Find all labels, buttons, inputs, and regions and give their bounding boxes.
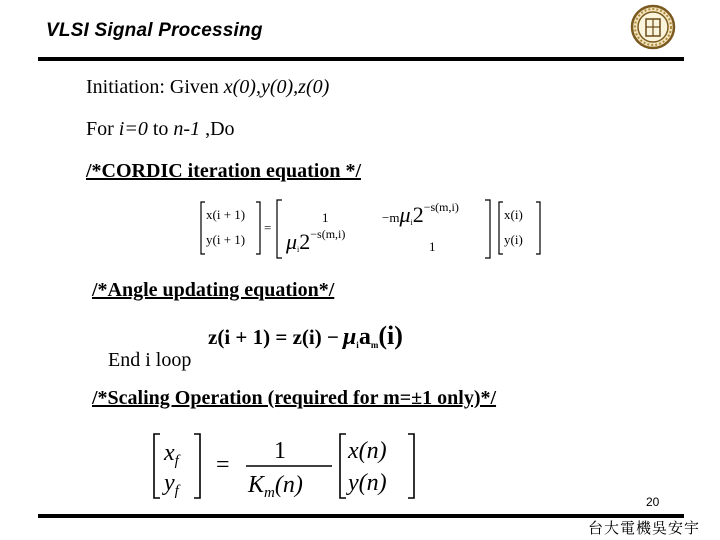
cordic-lhs-top: x(i + 1): [206, 207, 246, 222]
m21-mu: μ: [286, 229, 298, 254]
scale-denominator: [247, 472, 303, 501]
angle-equation: [206, 316, 506, 354]
angle-comment: /*Angle updating equation*/: [92, 279, 335, 301]
initiation-vars: x(0),y(0),z(0): [223, 76, 330, 98]
loop-end: n-1: [173, 118, 201, 140]
m12-exp: −s(m,i): [423, 200, 459, 214]
initiation-line: [86, 76, 329, 99]
m12-base: 2: [412, 202, 424, 227]
university-seal-icon: [630, 4, 676, 50]
slide-title: VLSI Signal Processing: [46, 20, 263, 41]
m12-i: i: [410, 218, 413, 227]
footer-credit: 台大電機吳安宇: [588, 519, 701, 537]
den-arg: (n): [274, 472, 303, 498]
angle-m: m: [370, 340, 379, 350]
angle-i: i: [356, 340, 359, 350]
angle-mu: μ: [342, 324, 357, 350]
angle-lhs: z(i + 1) = z(i) −: [208, 325, 339, 349]
header-divider: [38, 57, 684, 61]
lhs-bot-y: y: [164, 470, 175, 496]
initiation-label: Initiation: Given: [86, 76, 224, 98]
cordic-lhs-bot: y(i + 1): [206, 232, 246, 247]
matrix-m22: 1: [429, 239, 436, 254]
for-loop-line: [86, 118, 235, 141]
m21-base: 2: [299, 229, 311, 254]
m12-prefix: −m: [382, 210, 400, 225]
lhs-top-sub: f: [174, 453, 179, 469]
cordic-equals: =: [264, 220, 272, 235]
scaling-equation: [150, 430, 420, 502]
scaling-comment: /*Scaling Operation (required for m=±1 only)*/: [92, 387, 497, 409]
m12-mu: μ: [399, 202, 411, 227]
do-keyword: ,Do: [200, 118, 235, 140]
matrix-m12: [382, 200, 459, 227]
scale-rhs-bot: y(n): [348, 470, 387, 496]
scale-rhs-top: x(n): [348, 438, 387, 464]
cordic-equation: [198, 196, 548, 262]
scale-equals: =: [216, 452, 230, 478]
page-number: 20: [646, 495, 660, 509]
cordic-comment: /*CORDIC iteration equation */: [86, 160, 361, 182]
for-keyword: For: [86, 118, 119, 140]
angle-a: a: [358, 324, 371, 350]
scale-lhs-bot: [162, 470, 181, 499]
angle-eq-text: [208, 321, 403, 350]
lhs-top-x: x: [164, 440, 175, 466]
to-keyword: to: [147, 118, 174, 140]
lhs-bot-sub: f: [174, 483, 179, 499]
m21-i: i: [297, 245, 300, 254]
m21-exp: −s(m,i): [310, 227, 346, 241]
loop-start: i=0: [118, 118, 148, 140]
matrix-m21: [285, 227, 345, 254]
scale-numerator: 1: [274, 438, 286, 464]
cordic-v-bot: y(i): [504, 232, 523, 247]
matrix-m11: 1: [322, 210, 329, 225]
den-sub: m: [264, 485, 275, 501]
end-loop-line: End i loop: [108, 349, 192, 371]
scale-lhs-top: [163, 440, 181, 469]
cordic-v-top: x(i): [504, 207, 523, 222]
angle-arg: (i): [378, 321, 403, 350]
den-k: K: [248, 472, 265, 498]
